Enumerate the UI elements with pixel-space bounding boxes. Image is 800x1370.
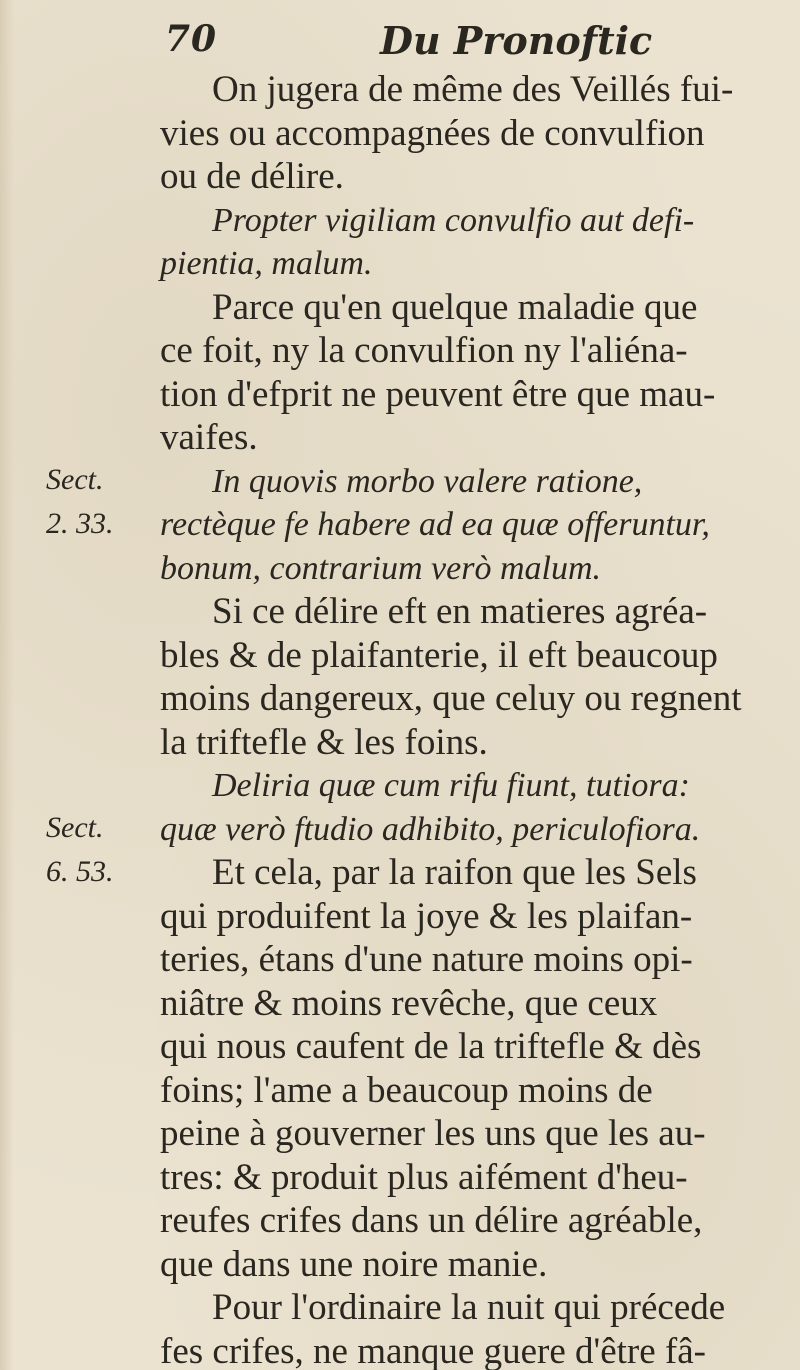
text-line: teries, étans d'une nature moins opi- (160, 939, 693, 980)
text-line: bles & de plaifanterie, il eft beaucoup (160, 634, 718, 676)
text-line: On jugera de même des Veillés fui- (212, 69, 734, 110)
text-line: qui produifent la joye & les plaifan- (160, 895, 693, 937)
text-line: vaifes. (160, 417, 258, 458)
margin-note-line: 6. 53. (46, 854, 114, 888)
text-line: reufes crifes dans un délire agréable, (160, 1200, 703, 1241)
text-line: fes crifes, ne manque guere d'être fâ- (160, 1330, 706, 1370)
text-line: Et cela, par la raifon que les Sels (212, 852, 697, 893)
margin-note-2 (46, 806, 146, 893)
text-line: la triftefle & les foins. (160, 721, 488, 763)
margin-note-1 (46, 458, 146, 545)
running-title: Du Pronoftic (380, 18, 653, 63)
page-gutter-shadow (0, 0, 14, 1370)
text-line: peine à gouverner les uns que les au- (160, 1113, 706, 1154)
latin-line: In quovis morbo valere ratione, (212, 462, 643, 500)
latin-line: bonum, contrarium verò malum. (160, 549, 602, 587)
text-line: vies ou accompagnées de convulfion (160, 112, 705, 154)
text-line: qui nous caufent de la triftefle & dès (160, 1026, 702, 1067)
page-number: 70 (165, 18, 218, 60)
latin-line: pientia, malum. (160, 245, 373, 282)
latin-line: Propter vigiliam convulfio aut defi- (212, 201, 695, 239)
text-line: tion d'efprit ne peuvent être que mau- (160, 373, 716, 415)
latin-line: rectèque fe habere ad ea quæ offeruntur, (160, 506, 710, 543)
text-line: niâtre & moins revêche, que ceux (160, 982, 658, 1024)
text-line: que dans une noire manie. (160, 1243, 548, 1285)
text-line: Parce qu'en quelque maladie que (212, 286, 698, 328)
latin-line: Deliria quæ cum rifu fiunt, tutiora: (212, 767, 690, 804)
text-line: tres: & produit plus aifément d'heu- (160, 1156, 688, 1198)
margin-note-line: Sect. (46, 463, 104, 496)
margin-note-line: 2. 33. (46, 506, 114, 540)
text-line: ou de délire. (160, 156, 344, 197)
body-text (160, 68, 785, 1370)
text-line: ce foit, ny la convulfion ny l'aliéna- (160, 330, 688, 371)
text-line: Pour l'ordinaire la nuit qui précede (212, 1287, 726, 1328)
margin-note-line: Sect. (46, 811, 104, 844)
latin-line: quæ verò ftudio adhibito, periculofiora. (160, 810, 701, 848)
text-line: foins; l'ame a beaucoup moins de (160, 1069, 653, 1111)
text-line: moins dangereux, que celuy ou regnent (160, 678, 742, 719)
page-header (165, 18, 765, 68)
text-line: Si ce délire eft en matieres agréa- (212, 591, 708, 632)
